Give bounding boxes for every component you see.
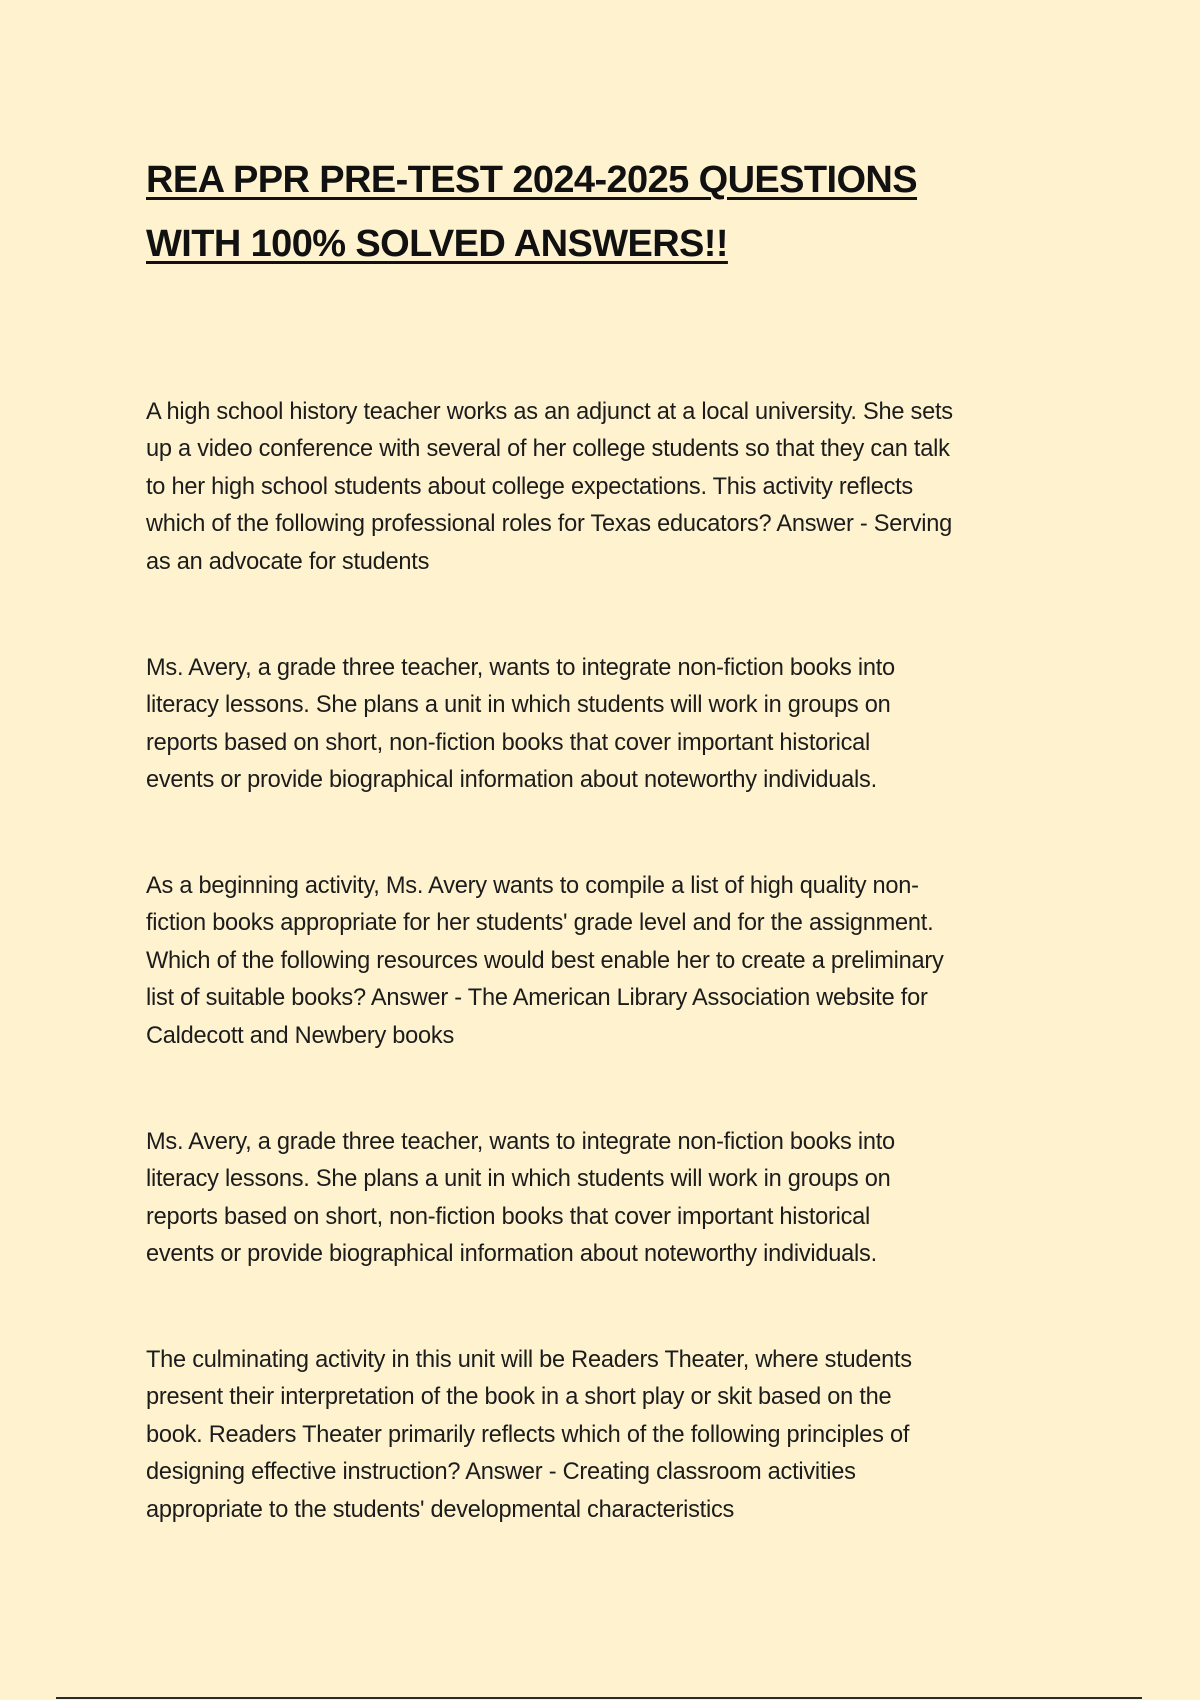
paragraph-line: reports based on short, non-fiction books that cover important historical bbox=[146, 1203, 871, 1230]
paragraph-line: book. Readers Theater primarily reflects which of the following principles of bbox=[146, 1421, 910, 1448]
footer-rule bbox=[56, 1697, 1142, 1699]
paragraph-line: Which of the following resources would best enable her to create a preliminary bbox=[146, 947, 944, 974]
paragraph-line: Caldecott and Newbery books bbox=[146, 1022, 455, 1049]
paragraph-line: literacy lessons. She plans a unit in which students will work in groups on bbox=[146, 1166, 891, 1193]
paragraph-line: events or provide biographical information about noteworthy individuals. bbox=[146, 767, 877, 794]
paragraph-line: up a video conference with several of her college students so that they can talk bbox=[146, 436, 950, 463]
question-paragraph-5 bbox=[146, 1342, 1066, 1529]
paragraph-line: The culminating activity in this unit will be Readers Theater, where students bbox=[146, 1347, 912, 1373]
paragraph-line: fiction books appropriate for her students' grade level and for the assignment. bbox=[146, 910, 934, 937]
paragraph-line: Ms. Avery, a grade three teacher, wants to integrate non-fiction books into bbox=[146, 655, 895, 681]
paragraph-line: events or provide biographical information about noteworthy individuals. bbox=[146, 1241, 877, 1268]
paragraph-line: to her high school students about college expectations. This activity reflects bbox=[146, 473, 913, 500]
paragraph-line: reports based on short, non-fiction books that cover important historical bbox=[146, 729, 871, 756]
paragraph-line: as an advocate for students bbox=[146, 548, 430, 575]
paragraph-line: A high school history teacher works as an adjunct at a local university. She sets bbox=[146, 399, 953, 425]
paragraph-line: As a beginning activity, Ms. Avery wants to compile a list of high quality non- bbox=[146, 873, 919, 899]
paragraph-line: Ms. Avery, a grade three teacher, wants to integrate non-fiction books into bbox=[146, 1129, 895, 1155]
question-paragraph-3 bbox=[146, 868, 1066, 1055]
paragraph-line: list of suitable books? Answer - The American Library Association website for bbox=[146, 985, 928, 1012]
question-paragraph-1 bbox=[146, 394, 1066, 581]
question-paragraph-4 bbox=[146, 1124, 1066, 1274]
paragraph-line: appropriate to the students' developmental characteristics bbox=[146, 1496, 735, 1523]
paragraph-line: literacy lessons. She plans a unit in which students will work in groups on bbox=[146, 692, 891, 719]
title-line-2: WITH 100% SOLVED ANSWERS!! bbox=[146, 223, 728, 265]
paragraph-line: which of the following professional roles for Texas educators? Answer - Serving bbox=[146, 511, 953, 538]
paragraph-line: present their interpretation of the book in a short play or skit based on the bbox=[146, 1384, 892, 1411]
document-title bbox=[146, 148, 1046, 276]
question-paragraph-2 bbox=[146, 650, 1066, 800]
paragraph-line: designing effective instruction? Answer - Creating classroom activities bbox=[146, 1459, 856, 1486]
title-line-1: REA PPR PRE-TEST 2024-2025 QUESTIONS bbox=[146, 159, 918, 201]
